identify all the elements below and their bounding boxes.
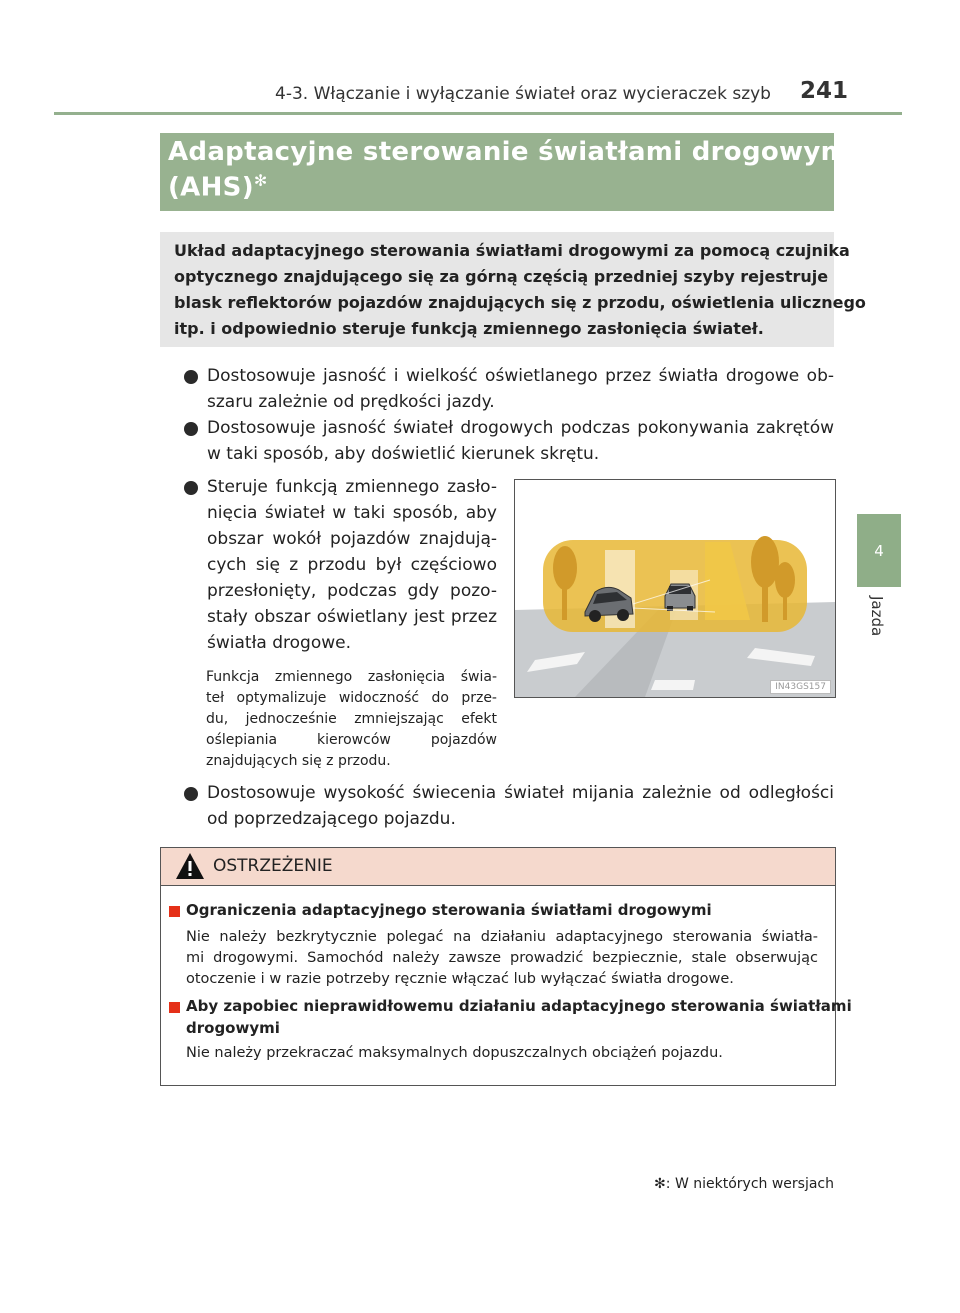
chapter-label: Jazda	[868, 596, 886, 637]
bullet-icon	[184, 787, 198, 801]
bullet-text: światła drogowe.	[207, 633, 351, 653]
warning-item-heading: Ograniczenia adaptacyjnego sterowania światłami drogowymi	[186, 901, 712, 919]
page-title-text: (AHS)	[168, 172, 254, 203]
intro-line: itp. i odpowiednio steruje funkcją zmiennego zasłonięcia świateł.	[174, 319, 764, 338]
page-title-line-1: Adaptacyjne sterowanie światłami drogowymi	[168, 137, 858, 167]
bullet-note: Funkcja zmiennego zasłonięcia świa-	[206, 669, 497, 685]
warning-item-text: mi drogowymi. Samochód należy zawsze prowadzić bezpiecznie, stale obserwując	[186, 950, 818, 966]
intro-line: blask reflektorów pojazdów znajdujących się z przodu, oświetlenia ulicznego	[174, 293, 866, 312]
bullet-text: obszar wokół pojazdów znajdują-	[207, 529, 497, 549]
ahs-illustration	[514, 479, 836, 698]
bullet-text: stały obszar oświetlany jest przez	[207, 607, 497, 627]
page-number: 241	[800, 78, 849, 104]
footnote-star-icon: ✻	[253, 171, 268, 190]
page-title-line-2	[168, 171, 268, 203]
chapter-number: 4	[874, 542, 884, 560]
bullet-note: teł optymalizuje widoczność do prze-	[206, 690, 497, 706]
page-title-box	[160, 133, 858, 211]
intro-line: optycznego znajdującego się za górną częścią przedniej szyby rejestruje	[174, 267, 829, 286]
section-title: 4-3. Włączanie i wyłączanie świateł oraz wycieraczek szyb	[275, 84, 771, 104]
bullet-text: Steruje funkcją zmiennego zasło-	[207, 477, 497, 497]
warning-header	[161, 848, 835, 886]
warning-item-text: Nie należy bezkrytycznie polegać na działaniu adaptacyjnego sterowania światła-	[186, 929, 818, 945]
warning-box	[160, 847, 852, 1086]
bullet-text: Dostosowuje jasność i wielkość oświetlanego przez światła drogowe ob-	[207, 366, 834, 386]
bullet-text: cych się z przodu był częściowo	[207, 555, 497, 575]
bullet-text: nięcia świateł w taki sposób, aby	[207, 503, 497, 523]
bullet-text: Dostosowuje jasność świateł drogowych podczas pokonywania zakrętów	[207, 418, 834, 438]
bullet-note: znajdujących się z przodu.	[206, 753, 391, 769]
bullet-icon	[184, 481, 198, 495]
red-square-icon	[169, 1002, 180, 1013]
bullet-text: Dostosowuje wysokość świecenia świateł mijania zależnie od odległości	[207, 783, 834, 803]
bullet-text: przesłonięty, podczas gdy pozo-	[207, 581, 497, 601]
warning-item-text: otoczenie i w razie potrzeby ręcznie włączać lub wyłączać światła drogowe.	[186, 971, 734, 987]
illustration-code: IN43GS157	[770, 680, 831, 694]
intro-box	[160, 232, 866, 347]
footnote: ✻: W niektórych wersjach	[654, 1176, 834, 1192]
bullet-icon	[184, 422, 198, 436]
bullet-text: szaru zależnie od prędkości jazdy.	[207, 392, 495, 412]
bullet-text: w taki sposób, aby doświetlić kierunek skrętu.	[207, 444, 600, 464]
bullet-icon	[184, 370, 198, 384]
warning-triangle-icon	[175, 852, 205, 880]
warning-title: OSTRZEŻENIE	[213, 856, 333, 876]
bullet-note: du, jednocześnie zmniejszając efekt	[206, 711, 497, 727]
chapter-tab	[857, 514, 901, 587]
road-scene-image	[515, 480, 835, 697]
bullet-text: od poprzedzającego pojazdu.	[207, 809, 456, 829]
warning-item-text: Nie należy przekraczać maksymalnych dopuszczalnych obciążeń pojazdu.	[186, 1045, 723, 1061]
warning-item-heading: drogowymi	[186, 1019, 280, 1037]
chapter-label-box	[862, 596, 896, 646]
header-rule	[54, 112, 902, 115]
bullet-note: oślepiania kierowców pojazdów	[206, 732, 497, 748]
intro-line: Układ adaptacyjnego sterowania światłami drogowymi za pomocą czujnika	[174, 241, 850, 260]
warning-item-heading: Aby zapobiec nieprawidłowemu działaniu adaptacyjnego sterowania światłami	[186, 997, 852, 1015]
red-square-icon	[169, 906, 180, 917]
